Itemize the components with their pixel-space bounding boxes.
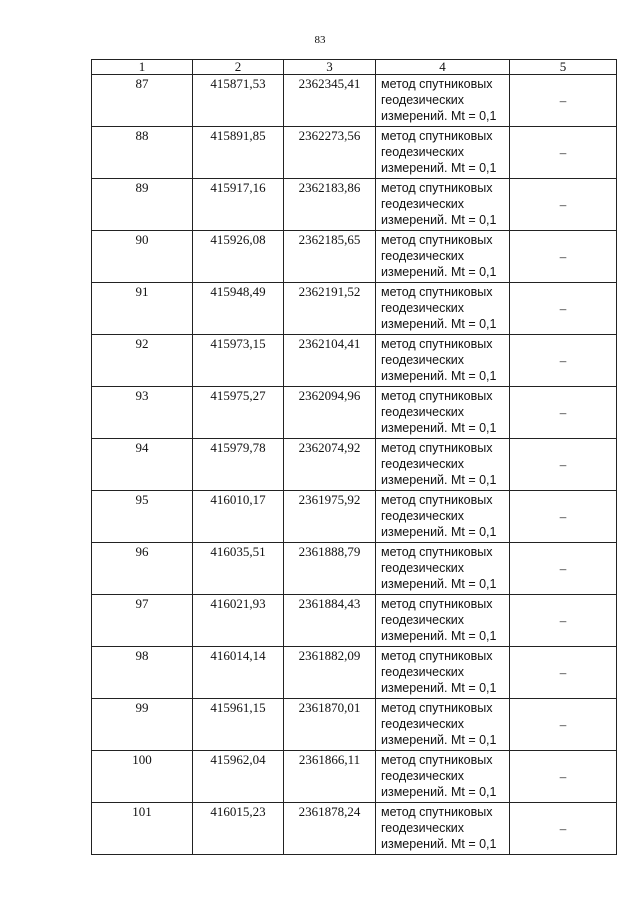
note-cell: – [510, 335, 617, 387]
method-cell [376, 439, 510, 491]
method-line-3: измерений. Mt = 0,1 [381, 265, 497, 279]
method-cell [376, 335, 510, 387]
y-coordinate-cell: 2362094,96 [284, 387, 376, 439]
method-line-3: измерений. Mt = 0,1 [381, 629, 497, 643]
method-line-2: геодезических [381, 145, 465, 159]
method-line-2: геодезических [381, 561, 465, 575]
column-header: 1 [92, 60, 193, 75]
note-cell: – [510, 751, 617, 803]
y-coordinate-cell: 2361882,09 [284, 647, 376, 699]
method-line-2: геодезических [381, 249, 465, 263]
point-number-cell: 98 [92, 647, 193, 699]
point-number-cell: 88 [92, 127, 193, 179]
y-coordinate-cell: 2362345,41 [284, 75, 376, 127]
x-coordinate-cell: 415975,27 [193, 387, 284, 439]
method-cell [376, 647, 510, 699]
method-cell [376, 543, 510, 595]
x-coordinate-cell: 415926,08 [193, 231, 284, 283]
method-line-3: измерений. Mt = 0,1 [381, 577, 497, 591]
method-line-1: метод спутниковых [381, 649, 493, 663]
method-line-2: геодезических [381, 353, 465, 367]
y-coordinate-cell: 2361884,43 [284, 595, 376, 647]
table-row [92, 803, 617, 855]
method-line-3: измерений. Mt = 0,1 [381, 525, 497, 539]
point-number-cell: 90 [92, 231, 193, 283]
method-cell [376, 231, 510, 283]
method-line-1: метод спутниковых [381, 493, 493, 507]
method-line-2: геодезических [381, 93, 465, 107]
method-line-1: метод спутниковых [381, 77, 493, 91]
y-coordinate-cell: 2361878,24 [284, 803, 376, 855]
point-number-cell: 95 [92, 491, 193, 543]
method-line-1: метод спутниковых [381, 129, 493, 143]
note-cell: – [510, 595, 617, 647]
table-row [92, 439, 617, 491]
method-line-3: измерений. Mt = 0,1 [381, 421, 497, 435]
x-coordinate-cell: 415979,78 [193, 439, 284, 491]
table-body [92, 75, 617, 855]
method-cell [376, 595, 510, 647]
x-coordinate-cell: 416014,14 [193, 647, 284, 699]
note-cell: – [510, 283, 617, 335]
method-cell [376, 75, 510, 127]
table-row [92, 231, 617, 283]
note-cell: – [510, 387, 617, 439]
column-header: 5 [510, 60, 617, 75]
coordinates-table [91, 59, 617, 855]
method-cell [376, 751, 510, 803]
x-coordinate-cell: 416015,23 [193, 803, 284, 855]
method-line-2: геодезических [381, 665, 465, 679]
y-coordinate-cell: 2362074,92 [284, 439, 376, 491]
y-coordinate-cell: 2362185,65 [284, 231, 376, 283]
table-row [92, 335, 617, 387]
table-row [92, 387, 617, 439]
method-line-2: геодезических [381, 821, 465, 835]
y-coordinate-cell: 2362273,56 [284, 127, 376, 179]
note-cell: – [510, 231, 617, 283]
y-coordinate-cell: 2361870,01 [284, 699, 376, 751]
method-cell [376, 127, 510, 179]
method-line-3: измерений. Mt = 0,1 [381, 473, 497, 487]
x-coordinate-cell: 416010,17 [193, 491, 284, 543]
note-cell: – [510, 803, 617, 855]
x-coordinate-cell: 415871,53 [193, 75, 284, 127]
method-cell [376, 179, 510, 231]
point-number-cell: 101 [92, 803, 193, 855]
table-row [92, 595, 617, 647]
table-row [92, 179, 617, 231]
method-line-2: геодезических [381, 509, 465, 523]
y-coordinate-cell: 2362183,86 [284, 179, 376, 231]
method-line-1: метод спутниковых [381, 337, 493, 351]
method-line-2: геодезических [381, 197, 465, 211]
table-row [92, 751, 617, 803]
note-cell: – [510, 699, 617, 751]
x-coordinate-cell: 415973,15 [193, 335, 284, 387]
method-line-3: измерений. Mt = 0,1 [381, 317, 497, 331]
column-header: 2 [193, 60, 284, 75]
table-row [92, 647, 617, 699]
table-header-row [92, 60, 617, 75]
y-coordinate-cell: 2362104,41 [284, 335, 376, 387]
method-cell [376, 699, 510, 751]
point-number-cell: 92 [92, 335, 193, 387]
x-coordinate-cell: 415891,85 [193, 127, 284, 179]
page-number: 83 [314, 34, 326, 46]
x-coordinate-cell: 415962,04 [193, 751, 284, 803]
y-coordinate-cell: 2361975,92 [284, 491, 376, 543]
method-line-3: измерений. Mt = 0,1 [381, 681, 497, 695]
method-cell [376, 387, 510, 439]
method-line-3: измерений. Mt = 0,1 [381, 369, 497, 383]
x-coordinate-cell: 415948,49 [193, 283, 284, 335]
method-line-3: измерений. Mt = 0,1 [381, 161, 497, 175]
method-line-2: геодезических [381, 717, 465, 731]
point-number-cell: 96 [92, 543, 193, 595]
method-line-2: геодезических [381, 301, 465, 315]
note-cell: – [510, 439, 617, 491]
method-line-1: метод спутниковых [381, 285, 493, 299]
method-line-1: метод спутниковых [381, 701, 493, 715]
method-line-1: метод спутниковых [381, 753, 493, 767]
point-number-cell: 100 [92, 751, 193, 803]
y-coordinate-cell: 2362191,52 [284, 283, 376, 335]
note-cell: – [510, 75, 617, 127]
note-cell: – [510, 127, 617, 179]
method-line-3: измерений. Mt = 0,1 [381, 837, 497, 851]
method-line-1: метод спутниковых [381, 441, 493, 455]
note-cell: – [510, 491, 617, 543]
table-row [92, 283, 617, 335]
x-coordinate-cell: 415917,16 [193, 179, 284, 231]
method-line-3: измерений. Mt = 0,1 [381, 109, 497, 123]
table-row [92, 127, 617, 179]
note-cell: – [510, 179, 617, 231]
note-cell: – [510, 647, 617, 699]
table-row [92, 75, 617, 127]
method-line-2: геодезических [381, 613, 465, 627]
method-line-3: измерений. Mt = 0,1 [381, 733, 497, 747]
method-cell [376, 803, 510, 855]
point-number-cell: 99 [92, 699, 193, 751]
method-line-1: метод спутниковых [381, 545, 493, 559]
x-coordinate-cell: 416021,93 [193, 595, 284, 647]
table-row [92, 543, 617, 595]
method-cell [376, 491, 510, 543]
y-coordinate-cell: 2361888,79 [284, 543, 376, 595]
method-line-1: метод спутниковых [381, 233, 493, 247]
column-header: 4 [376, 60, 510, 75]
x-coordinate-cell: 415961,15 [193, 699, 284, 751]
method-line-2: геодезических [381, 769, 465, 783]
method-line-3: измерений. Mt = 0,1 [381, 785, 497, 799]
method-line-1: метод спутниковых [381, 805, 493, 819]
point-number-cell: 97 [92, 595, 193, 647]
table-row [92, 491, 617, 543]
method-cell [376, 283, 510, 335]
x-coordinate-cell: 416035,51 [193, 543, 284, 595]
method-line-3: измерений. Mt = 0,1 [381, 213, 497, 227]
point-number-cell: 91 [92, 283, 193, 335]
method-line-2: геодезических [381, 457, 465, 471]
method-line-1: метод спутниковых [381, 181, 493, 195]
point-number-cell: 93 [92, 387, 193, 439]
column-header: 3 [284, 60, 376, 75]
point-number-cell: 89 [92, 179, 193, 231]
table-row [92, 699, 617, 751]
point-number-cell: 94 [92, 439, 193, 491]
y-coordinate-cell: 2361866,11 [284, 751, 376, 803]
note-cell: – [510, 543, 617, 595]
method-line-2: геодезических [381, 405, 465, 419]
point-number-cell: 87 [92, 75, 193, 127]
method-line-1: метод спутниковых [381, 597, 493, 611]
method-line-1: метод спутниковых [381, 389, 493, 403]
